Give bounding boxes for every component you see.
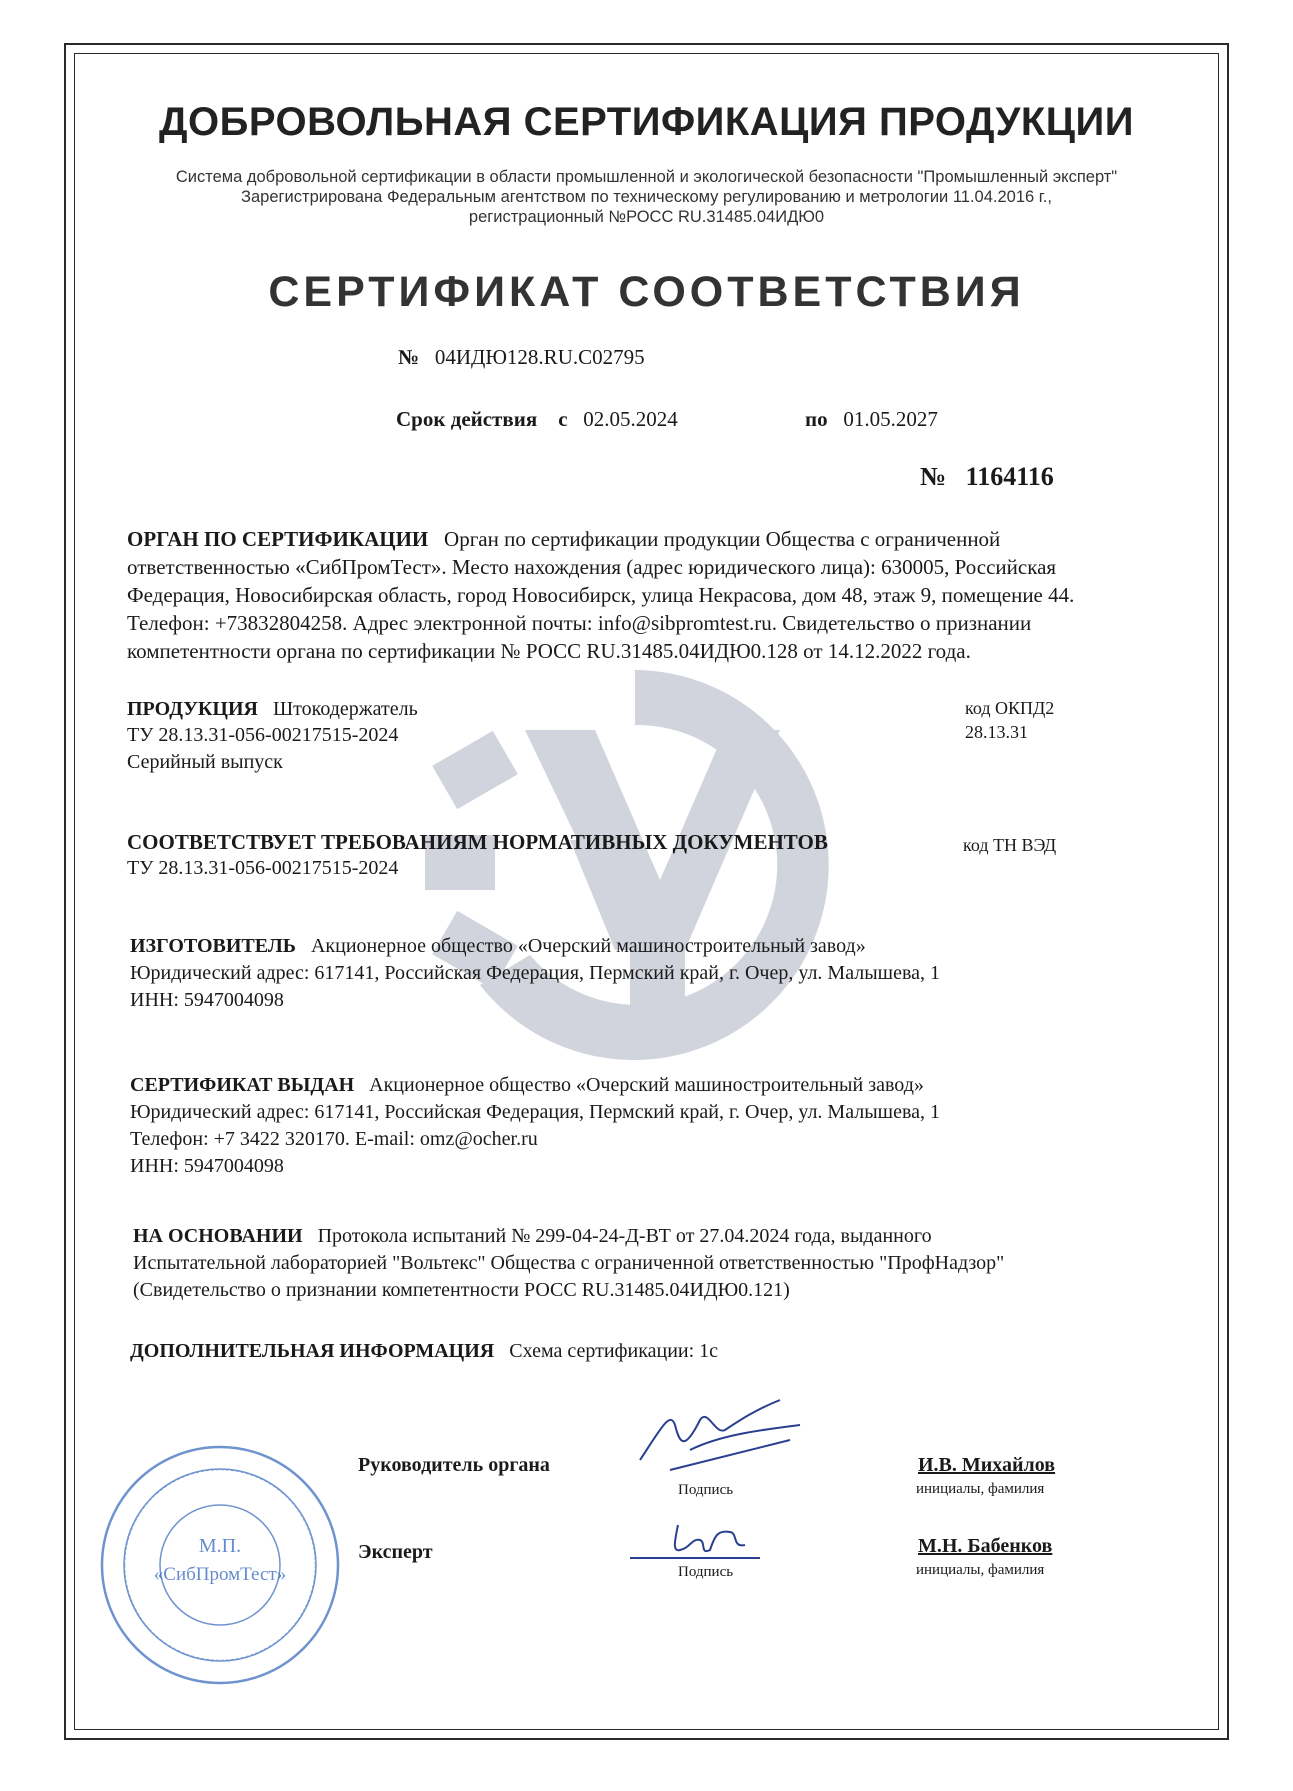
form-number bbox=[920, 462, 1054, 492]
expert-label: Эксперт bbox=[358, 1541, 433, 1563]
product-tu: ТУ 28.13.31-056-00217515-2024 bbox=[127, 724, 399, 746]
okpd-label: код ОКПД2 bbox=[965, 698, 1055, 718]
manufacturer-inn: ИНН: 5947004098 bbox=[130, 989, 284, 1011]
manufacturer-address: Юридический адрес: 617141, Российская Федерация, Пермский край, г. Очер, ул. Малышева, 1 bbox=[130, 962, 941, 984]
system-line-3: регистрационный №РОСС RU.31485.04ИДЮ0 bbox=[468, 208, 825, 226]
stamp-mp: М.П. bbox=[198, 1535, 242, 1557]
manufacturer-label: ИЗГОТОВИТЕЛЬ bbox=[130, 935, 296, 957]
issued-to-line bbox=[130, 1074, 924, 1097]
stamp-org: «СибПромТест» bbox=[153, 1564, 287, 1585]
okpd-code: 28.13.31 bbox=[965, 722, 1028, 742]
form-number-sign: № bbox=[920, 462, 947, 491]
cert-body-line-3: Федерация, Новосибирская область, город Новосибирск, улица Некрасова, дом 48, этаж 9, помещение 44. bbox=[127, 583, 1075, 607]
conforms-label: СООТВЕТСТВУЕТ ТРЕБОВАНИЯМ НОРМАТИВНЫХ ДОКУМЕНТОВ bbox=[127, 830, 828, 854]
basis-line-3: (Свидетельство о признании компетентности РОСС RU.31485.04ИДЮ0.121) bbox=[133, 1279, 790, 1301]
head-signature bbox=[630, 1390, 810, 1480]
watermark-logo bbox=[420, 650, 850, 1080]
issued-to-name: Акционерное общество «Очерский машиностроительный завод» bbox=[369, 1074, 924, 1096]
cert-body-line-1 bbox=[127, 527, 1000, 552]
issued-to-inn: ИНН: 5947004098 bbox=[130, 1155, 284, 1177]
product-release: Серийный выпуск bbox=[127, 751, 283, 773]
cert-body-label: ОРГАН ПО СЕРТИФИКАЦИИ bbox=[127, 527, 429, 551]
basis-line-2: Испытательной лабораторией "Вольтекс" Общества с ограниченной ответственностью "ПрофНадзор" bbox=[133, 1252, 1005, 1274]
basis-text-1: Протокола испытаний № 299-04-24-Д-ВТ от 27.04.2024 года, выданного bbox=[317, 1225, 932, 1247]
cert-body-line-5: компетентности органа по сертификации № РОСС RU.31485.04ИДЮ0.128 от 14.12.2022 года. bbox=[127, 639, 971, 663]
product-label: ПРОДУКЦИЯ bbox=[127, 698, 258, 720]
head-label: Руководитель органа bbox=[358, 1454, 550, 1476]
issued-to-phone: Телефон: +7 3422 320170. E-mail: omz@ocher.ru bbox=[130, 1128, 538, 1150]
issued-to-label: СЕРТИФИКАТ ВЫДАН bbox=[130, 1074, 355, 1096]
page-title: ДОБРОВОЛЬНАЯ СЕРТИФИКАЦИЯ ПРОДУКЦИИ bbox=[159, 100, 1134, 144]
certificate-title: СЕРТИФИКАТ СООТВЕТСТВИЯ bbox=[268, 268, 1025, 316]
product-line bbox=[127, 698, 418, 721]
validity-period bbox=[396, 407, 678, 432]
seal-stamp bbox=[95, 1440, 345, 1690]
additional-text: Схема сертификации: 1с bbox=[509, 1340, 719, 1362]
expert-sig-caption: Подпись bbox=[678, 1564, 734, 1580]
manufacturer-line bbox=[130, 935, 866, 958]
tnved-label: код ТН ВЭД bbox=[963, 835, 1057, 855]
cert-body-line-4: Телефон: +73832804258. Адрес электронной почты: info@sibpromtest.ru. Свидетельство о признании bbox=[127, 611, 1032, 635]
manufacturer-name: Акционерное общество «Очерский машиностроительный завод» bbox=[310, 935, 866, 957]
additional-label: ДОПОЛНИТЕЛЬНАЯ ИНФОРМАЦИЯ bbox=[130, 1340, 495, 1362]
head-sig-caption: Подпись bbox=[678, 1482, 734, 1498]
issued-to-address: Юридический адрес: 617141, Российская Федерация, Пермский край, г. Очер, ул. Малышева, 1 bbox=[130, 1101, 941, 1123]
basis-label: НА ОСНОВАНИИ bbox=[133, 1225, 303, 1247]
validity-to-date: 01.05.2027 bbox=[843, 407, 938, 431]
validity-label: Срок действия bbox=[396, 407, 538, 431]
expert-name-caption: инициалы, фамилия bbox=[916, 1562, 1045, 1578]
certificate-number bbox=[398, 345, 645, 370]
number-sign: № bbox=[398, 345, 420, 369]
validity-from-date: 02.05.2024 bbox=[583, 407, 678, 431]
system-line-2: Зарегистрирована Федеральным агентством по техническому регулированию и метрологии 11.04.2016 г., bbox=[241, 188, 1052, 206]
product-name: Штокодержатель bbox=[272, 698, 418, 720]
cert-body-text-1: Орган по сертификации продукции Общества с ограниченной bbox=[444, 527, 1001, 551]
additional-info bbox=[130, 1340, 718, 1363]
certificate-number-value: 04ИДЮ128.RU.C02795 bbox=[434, 345, 645, 369]
validity-to bbox=[805, 407, 938, 432]
validity-from-label: с bbox=[558, 407, 568, 431]
conforms-doc: ТУ 28.13.31-056-00217515-2024 bbox=[127, 857, 399, 879]
basis-line-1 bbox=[133, 1225, 932, 1248]
head-name: И.В. Михайлов bbox=[918, 1454, 1056, 1476]
cert-body-line-2: ответственностью «СибПромТест». Место нахождения (адрес юридического лица): 630005, Российская bbox=[127, 555, 1057, 579]
form-number-value: 1164116 bbox=[965, 462, 1054, 491]
head-name-caption: инициалы, фамилия bbox=[916, 1481, 1045, 1497]
validity-to-label: по bbox=[805, 407, 828, 431]
expert-name: М.Н. Бабенков bbox=[918, 1535, 1053, 1557]
system-line-1: Система добровольной сертификации в области промышленной и экологической безопасности "Промышленный эксперт" bbox=[175, 168, 1118, 186]
